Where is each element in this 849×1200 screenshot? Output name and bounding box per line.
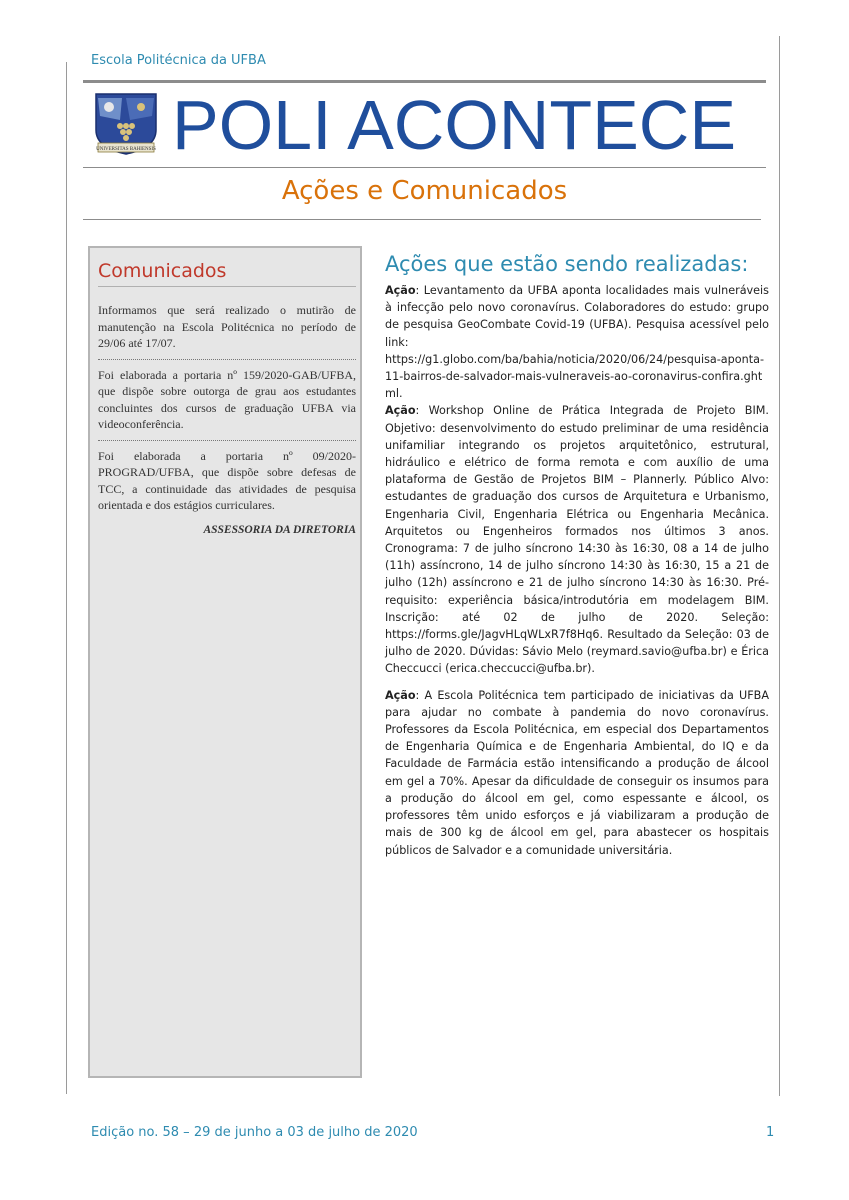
sidebar-body — [98, 302, 356, 538]
page-number: 1 — [766, 1125, 775, 1140]
left-border-line — [66, 62, 67, 1094]
masthead-title: POLI ACONTECE — [172, 86, 737, 164]
edition-footer: Edição no. 58 – 29 de junho a 03 de julho de 2020 — [91, 1125, 418, 1140]
ufba-crest-logo — [92, 90, 160, 158]
action-paragraph — [385, 687, 769, 859]
logo-motto: UNIVERSITAS BAHIENSIS — [96, 147, 156, 152]
sidebar-rule — [98, 286, 356, 287]
action-paragraph — [385, 282, 769, 351]
notice-item: Informamos que será realizado o mutirão de manutenção na Escola Politécnica no período de 29/06 até 17/07. — [98, 303, 356, 350]
communications-sidebar — [88, 246, 362, 1078]
actions-title: Ações que estão sendo realizadas: — [385, 252, 749, 276]
section-title: Ações e Comunicados — [281, 176, 568, 206]
masthead-rule — [83, 167, 766, 168]
notice-separator — [98, 359, 356, 360]
action-paragraph — [385, 402, 769, 677]
action-label: Ação — [385, 404, 416, 418]
notice-item: Foi elaborada a portaria nº 09/2020-PROGRAD/UFBA, que dispõe sobre defesas de TCC, a continuidade das atividades de pesquisa orientada e dos estágios curriculares. — [98, 448, 356, 512]
action-label: Ação — [385, 688, 416, 702]
header-rule — [83, 80, 766, 83]
action-text: : A Escola Politécnica tem participado de iniciativas da UFBA para ajudar no combate à pandemia do novo coronavírus. Professores da Escola Politécnica, em especial dos Departamentos de Engenharia Química e de Engenharia Ambiental, do IQ e da Faculdade de Farmácia estão intensificando a produção de álcool em gel a 70%. Apesar da dificuldade de conseguir os insumos para a produção do álcool em gel, como espessante e álcool, os professores têm unido esforços e já viabilizaram a produção de mais de 300 kg de álcool em gel, para abastecer os hospitais públicos de Salvador e a comunidade universitária. — [385, 688, 769, 857]
notice-item: Foi elaborada a portaria nº 159/2020-GAB/UFBA, que dispõe sobre outorga de grau aos estudantes concluintes dos cursos de graduação UFBA via videoconferência. — [98, 367, 356, 431]
school-name: Escola Politécnica da UFBA — [91, 53, 266, 68]
action-link[interactable]: https://g1.globo.com/ba/bahia/noticia/2020/06/24/pesquisa-aponta-11-bairros-de-salvador-mais-vulneraveis-ao-coronavirus-confira.ghtml. — [385, 352, 764, 401]
sidebar-signature: ASSESSORIA DA DIRETORIA — [203, 523, 356, 536]
action-text: : Levantamento da UFBA aponta localidades mais vulneráveis à infecção pelo novo coronavírus. Colaboradores do estudo: grupo de pesquisa GeoCombate Covid-19 (UFBA). Pesquisa acessível pelo link: — [385, 284, 769, 349]
actions-article — [385, 252, 769, 859]
notice-separator — [98, 440, 356, 441]
action-text: : Workshop Online de Prática Integrada de Projeto BIM. Objetivo: desenvolvimento do estudo preliminar de uma residência unifamiliar integrando os projetos arquitetônico, estrutural, hidráulico e elétrico de forma remota e com auxílio de uma plataforma de Gestão de Projetos BIM – Plannerly. Público Alvo: estudantes de graduação dos cursos de Arquitetura e Urbanismo, Engenharia Civil, Engenharia Elétrica ou Engenharia Mecânica. Arquitetos ou Engenheiros formados nos últimos 3 anos. Cronograma: 7 de julho síncrono 14:30 às 16:30, 08 a 14 de julho (11h) assíncrono, 14 de julho síncrono 14:30 às 16:30, 15 a 21 de julho (12h) assíncrono e 21 de julho síncrono 14:30 às 16:30. Pré-requisito: experiência básica/introdutória em modelagem BIM. Inscrição: até 02 de julho de 2020. Seleção: https://forms.gle/JagvHLqWLxR7f8Hq6. Resultado da Seleção: 03 de julho de 2020. Dúvidas: Sávio Melo (reymard.savio@ufba.br) e Érica Checcucci (erica.checcucci@ufba.br). — [385, 404, 769, 676]
action-label: Ação — [385, 284, 416, 297]
section-rule — [83, 219, 761, 220]
sidebar-title: Comunicados — [98, 260, 227, 282]
